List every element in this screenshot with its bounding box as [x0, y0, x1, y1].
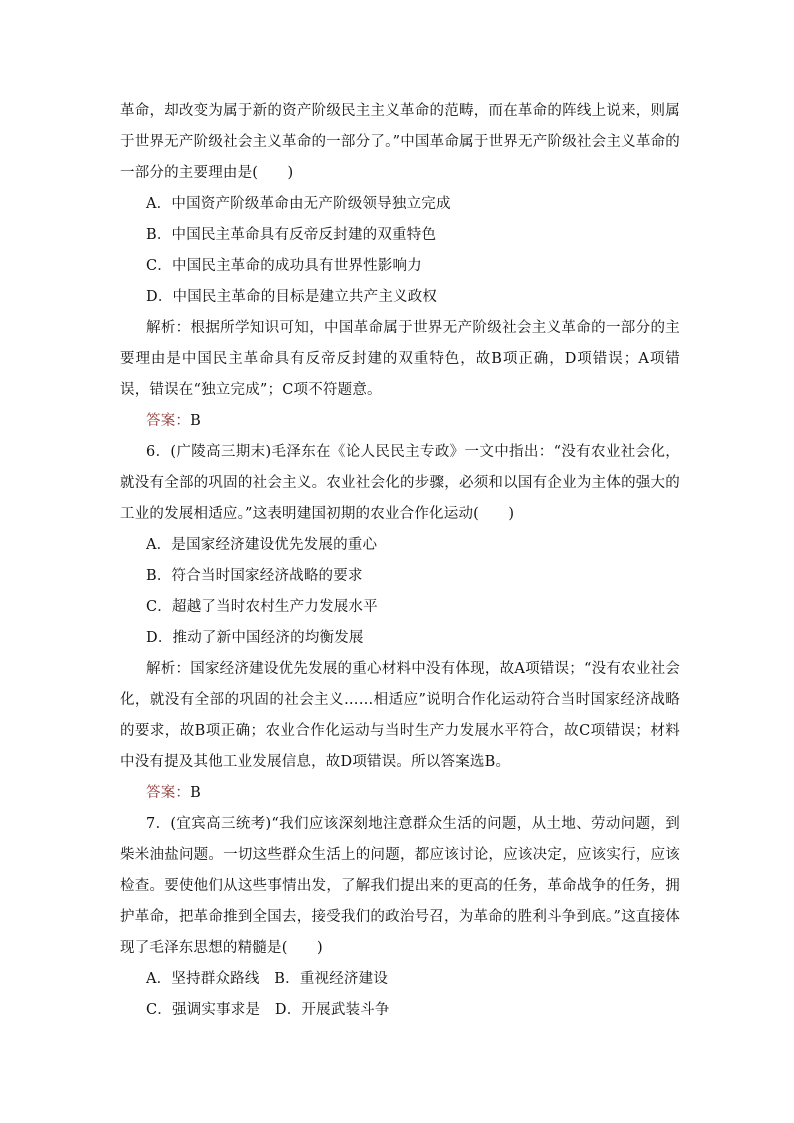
question-6-analysis: 解析：国家经济建设优先发展的重心材料中没有体现，故A项错误；“没有农业社会化，就没有全部的巩固的社会主义……相适应”说明合作化运动符合当时国家经济战略的要求，故B项正确；农业合作化运动与当时生产力发展水平符合，故C项错误；材料中没有提及其他工业发展信息，故D项错误。所以答案选B。	[120, 661, 680, 770]
question-5-option-b: B．中国民主革命具有反帝反封建的双重特色	[146, 227, 437, 243]
question-5-answer	[120, 406, 680, 437]
question-7-stem: 7．(宜宾高三统考)“我们应该深刻地注意群众生活的问题，从土地、劳动问题，到柴米油盐问题。一切这些群众生活上的问题，都应该讨论，应该决定，应该实行，应该检查。要使他们从这些事情出发，了解我们提出来的更高的任务，革命战争的任务，拥护革命，把革命推到全国去，接受我们的政治号召，为革命的胜利斗争到底。”这直接体现了毛泽东思想的精髓是( )	[120, 816, 680, 956]
question-7-options-row-1: A．坚持群众路线 B．重视经济建设	[146, 971, 389, 987]
answer-value: B	[190, 413, 201, 429]
question-5-option-c: C．中国民主革命的成功具有世界性影响力	[146, 258, 422, 274]
question-6-option-b: B．符合当时国家经济战略的要求	[146, 568, 363, 584]
question-5-option-d: D．中国民主革命的目标是建立共产主义政权	[146, 289, 438, 305]
answer-label: 答案：	[146, 413, 191, 429]
question-5-option-a: A．中国资产阶级革命由无产阶级领导独立完成	[146, 196, 451, 212]
question-5-stem: 革命，却改变为属于新的资产阶级民主主义革命的范畴，而在革命的阵线上说来，则属于世界无产阶级社会主义革命的一部分了。”中国革命属于世界无产阶级社会主义革命的一部分的主要理由是( )	[120, 103, 680, 181]
answer-value: B	[190, 785, 201, 801]
question-6-option-a: A．是国家经济建设优先发展的重心	[146, 537, 378, 553]
question-6-answer	[120, 778, 680, 809]
question-6-stem: 6．(广陵高三期末)毛泽东在《论人民民主专政》一文中指出：“没有农业社会化，就没有全部的巩固的社会主义。农业社会化的步骤，必须和以国有企业为主体的强大的工业的发展相适应。”这表明建国初期的农业合作化运动( )	[120, 444, 680, 522]
question-5-analysis: 解析：根据所学知识可知，中国革命属于世界无产阶级社会主义革命的一部分的主要理由是中国民主革命具有反帝反封建的双重特色，故B项正确，D项错误；A项错误，错误在“独立完成”；C项不符题意。	[120, 320, 680, 398]
question-6-option-c: C．超越了当时农村生产力发展水平	[146, 599, 378, 615]
question-7-options-row-2: C．强调实事求是 D．开展武装斗争	[146, 1002, 390, 1018]
document-page	[120, 96, 680, 1026]
answer-label: 答案：	[146, 785, 191, 801]
question-6-option-d: D．推动了新中国经济的均衡发展	[146, 630, 364, 646]
